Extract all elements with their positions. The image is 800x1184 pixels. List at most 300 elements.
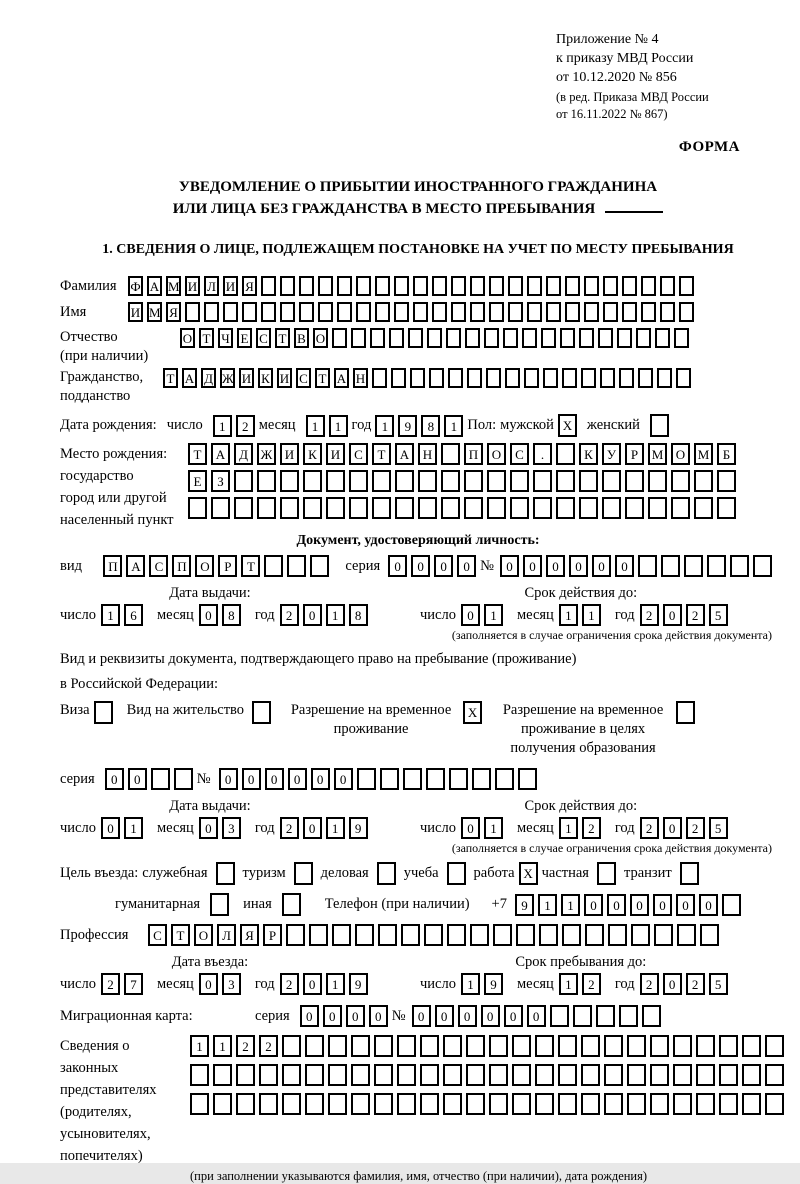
- char-cell[interactable]: [600, 368, 615, 388]
- char-cell[interactable]: [654, 924, 673, 946]
- char-cell[interactable]: 0: [504, 1005, 523, 1027]
- char-cell[interactable]: [579, 497, 598, 519]
- char-cell[interactable]: [543, 368, 558, 388]
- char-cell[interactable]: 0: [653, 894, 672, 916]
- char-cell[interactable]: [489, 276, 504, 296]
- char-cell[interactable]: [602, 470, 621, 492]
- char-cell[interactable]: [299, 276, 314, 296]
- char-cell[interactable]: [765, 1064, 784, 1086]
- char-cell[interactable]: [441, 470, 460, 492]
- char-cell[interactable]: [328, 1064, 347, 1086]
- char-cell[interactable]: [642, 1005, 661, 1027]
- char-cell[interactable]: [223, 302, 238, 322]
- char-cell[interactable]: [562, 924, 581, 946]
- char-cell[interactable]: 0: [128, 768, 147, 790]
- char-cell[interactable]: [558, 1093, 577, 1115]
- temp-residence-edu-checkbox[interactable]: [676, 701, 695, 724]
- char-cell[interactable]: С: [148, 924, 167, 946]
- purpose-private-checkbox[interactable]: [597, 862, 616, 885]
- char-cell[interactable]: 1: [326, 604, 345, 626]
- char-cell[interactable]: [486, 368, 501, 388]
- char-cell[interactable]: С: [296, 368, 311, 388]
- char-cell[interactable]: [326, 497, 345, 519]
- char-cell[interactable]: Л: [204, 276, 219, 296]
- char-cell[interactable]: [641, 276, 656, 296]
- char-cell[interactable]: 2: [686, 604, 705, 626]
- char-cell[interactable]: [447, 924, 466, 946]
- char-cell[interactable]: [185, 302, 200, 322]
- char-cell[interactable]: [512, 1093, 531, 1115]
- char-cell[interactable]: [579, 328, 594, 348]
- char-cell[interactable]: [470, 276, 485, 296]
- char-cell[interactable]: 0: [303, 973, 322, 995]
- char-cell[interactable]: [556, 443, 575, 465]
- char-cell[interactable]: [472, 768, 491, 790]
- char-cell[interactable]: Л: [217, 924, 236, 946]
- purpose-tourism-checkbox[interactable]: [294, 862, 313, 885]
- char-cell[interactable]: И: [326, 443, 345, 465]
- char-cell[interactable]: [213, 1093, 232, 1115]
- char-cell[interactable]: [449, 768, 468, 790]
- char-cell[interactable]: [730, 555, 749, 577]
- char-cell[interactable]: [636, 328, 651, 348]
- char-cell[interactable]: [446, 328, 461, 348]
- char-cell[interactable]: 9: [484, 973, 503, 995]
- char-cell[interactable]: [242, 302, 257, 322]
- char-cell[interactable]: [631, 924, 650, 946]
- char-cell[interactable]: И: [185, 276, 200, 296]
- char-cell[interactable]: 1: [484, 817, 503, 839]
- char-cell[interactable]: 0: [323, 1005, 342, 1027]
- char-cell[interactable]: 0: [412, 1005, 431, 1027]
- char-cell[interactable]: Н: [353, 368, 368, 388]
- char-cell[interactable]: [765, 1093, 784, 1115]
- char-cell[interactable]: З: [211, 470, 230, 492]
- char-cell[interactable]: [581, 368, 596, 388]
- char-cell[interactable]: Т: [275, 328, 290, 348]
- char-cell[interactable]: [429, 368, 444, 388]
- char-cell[interactable]: [489, 1093, 508, 1115]
- char-cell[interactable]: Д: [234, 443, 253, 465]
- char-cell[interactable]: [484, 328, 499, 348]
- char-cell[interactable]: 0: [105, 768, 124, 790]
- char-cell[interactable]: [351, 1035, 370, 1057]
- char-cell[interactable]: [679, 276, 694, 296]
- purpose-humanitarian-checkbox[interactable]: [210, 893, 229, 916]
- char-cell[interactable]: Р: [625, 443, 644, 465]
- char-cell[interactable]: [441, 497, 460, 519]
- char-cell[interactable]: [604, 1064, 623, 1086]
- char-cell[interactable]: М: [166, 276, 181, 296]
- char-cell[interactable]: [719, 1064, 738, 1086]
- char-cell[interactable]: [535, 1093, 554, 1115]
- char-cell[interactable]: [448, 368, 463, 388]
- char-cell[interactable]: [550, 1005, 569, 1027]
- char-cell[interactable]: [556, 497, 575, 519]
- char-cell[interactable]: [562, 368, 577, 388]
- char-cell[interactable]: Ж: [257, 443, 276, 465]
- char-cell[interactable]: Я: [240, 924, 259, 946]
- char-cell[interactable]: [742, 1093, 761, 1115]
- char-cell[interactable]: [466, 1035, 485, 1057]
- char-cell[interactable]: [264, 555, 283, 577]
- char-cell[interactable]: [351, 1064, 370, 1086]
- char-cell[interactable]: 0: [288, 768, 307, 790]
- char-cell[interactable]: [556, 470, 575, 492]
- char-cell[interactable]: [765, 1035, 784, 1057]
- char-cell[interactable]: [303, 497, 322, 519]
- char-cell[interactable]: [174, 768, 193, 790]
- char-cell[interactable]: 2: [582, 817, 601, 839]
- char-cell[interactable]: 9: [398, 415, 417, 437]
- char-cell[interactable]: [673, 1093, 692, 1115]
- char-cell[interactable]: [397, 1035, 416, 1057]
- char-cell[interactable]: Т: [315, 368, 330, 388]
- char-cell[interactable]: 0: [369, 1005, 388, 1027]
- char-cell[interactable]: С: [256, 328, 271, 348]
- char-cell[interactable]: [303, 470, 322, 492]
- char-cell[interactable]: 0: [523, 555, 542, 577]
- char-cell[interactable]: [742, 1035, 761, 1057]
- char-cell[interactable]: [466, 1093, 485, 1115]
- char-cell[interactable]: 0: [481, 1005, 500, 1027]
- char-cell[interactable]: [627, 1035, 646, 1057]
- char-cell[interactable]: [717, 470, 736, 492]
- char-cell[interactable]: 0: [699, 894, 718, 916]
- char-cell[interactable]: [533, 470, 552, 492]
- char-cell[interactable]: [546, 302, 561, 322]
- char-cell[interactable]: 5: [709, 973, 728, 995]
- char-cell[interactable]: [282, 1093, 301, 1115]
- char-cell[interactable]: [443, 1035, 462, 1057]
- char-cell[interactable]: [282, 1064, 301, 1086]
- char-cell[interactable]: 0: [569, 555, 588, 577]
- char-cell[interactable]: 0: [303, 604, 322, 626]
- char-cell[interactable]: [581, 1093, 600, 1115]
- char-cell[interactable]: 0: [435, 1005, 454, 1027]
- char-cell[interactable]: [318, 276, 333, 296]
- char-cell[interactable]: [394, 276, 409, 296]
- char-cell[interactable]: [418, 497, 437, 519]
- char-cell[interactable]: 6: [124, 604, 143, 626]
- char-cell[interactable]: [625, 497, 644, 519]
- char-cell[interactable]: [389, 328, 404, 348]
- char-cell[interactable]: [397, 1064, 416, 1086]
- char-cell[interactable]: С: [349, 443, 368, 465]
- char-cell[interactable]: И: [280, 443, 299, 465]
- char-cell[interactable]: 0: [457, 555, 476, 577]
- char-cell[interactable]: Е: [237, 328, 252, 348]
- char-cell[interactable]: О: [313, 328, 328, 348]
- char-cell[interactable]: Т: [163, 368, 178, 388]
- char-cell[interactable]: 0: [461, 817, 480, 839]
- char-cell[interactable]: 1: [461, 973, 480, 995]
- char-cell[interactable]: [204, 302, 219, 322]
- char-cell[interactable]: [328, 1093, 347, 1115]
- sex-male-checkbox[interactable]: X: [558, 414, 577, 437]
- char-cell[interactable]: [282, 1035, 301, 1057]
- char-cell[interactable]: 1: [101, 604, 120, 626]
- char-cell[interactable]: [394, 302, 409, 322]
- char-cell[interactable]: [420, 1093, 439, 1115]
- char-cell[interactable]: 0: [500, 555, 519, 577]
- char-cell[interactable]: 0: [663, 604, 682, 626]
- char-cell[interactable]: [236, 1093, 255, 1115]
- char-cell[interactable]: 8: [222, 604, 241, 626]
- char-cell[interactable]: 0: [663, 973, 682, 995]
- char-cell[interactable]: [660, 276, 675, 296]
- char-cell[interactable]: [508, 276, 523, 296]
- char-cell[interactable]: [332, 924, 351, 946]
- char-cell[interactable]: [349, 470, 368, 492]
- char-cell[interactable]: [719, 1035, 738, 1057]
- char-cell[interactable]: 2: [101, 973, 120, 995]
- char-cell[interactable]: И: [239, 368, 254, 388]
- char-cell[interactable]: 2: [686, 817, 705, 839]
- purpose-study-checkbox[interactable]: [447, 862, 466, 885]
- char-cell[interactable]: [696, 1035, 715, 1057]
- char-cell[interactable]: А: [126, 555, 145, 577]
- char-cell[interactable]: [524, 368, 539, 388]
- char-cell[interactable]: [696, 1064, 715, 1086]
- char-cell[interactable]: 2: [640, 817, 659, 839]
- char-cell[interactable]: У: [602, 443, 621, 465]
- char-cell[interactable]: [305, 1093, 324, 1115]
- char-cell[interactable]: 0: [411, 555, 430, 577]
- char-cell[interactable]: [326, 470, 345, 492]
- char-cell[interactable]: [487, 497, 506, 519]
- char-cell[interactable]: [673, 1035, 692, 1057]
- char-cell[interactable]: 0: [434, 555, 453, 577]
- char-cell[interactable]: 1: [561, 894, 580, 916]
- char-cell[interactable]: [522, 328, 537, 348]
- char-cell[interactable]: [493, 924, 512, 946]
- char-cell[interactable]: [679, 302, 694, 322]
- char-cell[interactable]: [357, 768, 376, 790]
- char-cell[interactable]: П: [172, 555, 191, 577]
- char-cell[interactable]: 0: [303, 817, 322, 839]
- char-cell[interactable]: П: [464, 443, 483, 465]
- char-cell[interactable]: 0: [615, 555, 634, 577]
- char-cell[interactable]: С: [149, 555, 168, 577]
- char-cell[interactable]: 1: [559, 817, 578, 839]
- char-cell[interactable]: 1: [375, 415, 394, 437]
- char-cell[interactable]: [451, 276, 466, 296]
- char-cell[interactable]: [372, 470, 391, 492]
- char-cell[interactable]: [310, 555, 329, 577]
- char-cell[interactable]: [351, 1093, 370, 1115]
- char-cell[interactable]: [380, 768, 399, 790]
- char-cell[interactable]: [581, 1035, 600, 1057]
- char-cell[interactable]: [700, 924, 719, 946]
- purpose-work-checkbox[interactable]: X: [519, 862, 538, 885]
- char-cell[interactable]: 9: [349, 973, 368, 995]
- char-cell[interactable]: И: [223, 276, 238, 296]
- char-cell[interactable]: [374, 1093, 393, 1115]
- char-cell[interactable]: [603, 302, 618, 322]
- char-cell[interactable]: [638, 368, 653, 388]
- char-cell[interactable]: 1: [124, 817, 143, 839]
- char-cell[interactable]: Р: [263, 924, 282, 946]
- char-cell[interactable]: С: [510, 443, 529, 465]
- char-cell[interactable]: [395, 470, 414, 492]
- char-cell[interactable]: [512, 1035, 531, 1057]
- char-cell[interactable]: М: [694, 443, 713, 465]
- char-cell[interactable]: 1: [484, 604, 503, 626]
- char-cell[interactable]: А: [211, 443, 230, 465]
- char-cell[interactable]: 0: [527, 1005, 546, 1027]
- char-cell[interactable]: 0: [592, 555, 611, 577]
- char-cell[interactable]: 0: [461, 604, 480, 626]
- char-cell[interactable]: М: [648, 443, 667, 465]
- char-cell[interactable]: А: [334, 368, 349, 388]
- char-cell[interactable]: Я: [242, 276, 257, 296]
- char-cell[interactable]: [234, 497, 253, 519]
- char-cell[interactable]: [328, 1035, 347, 1057]
- char-cell[interactable]: [332, 328, 347, 348]
- char-cell[interactable]: [742, 1064, 761, 1086]
- char-cell[interactable]: [541, 328, 556, 348]
- char-cell[interactable]: [598, 328, 613, 348]
- char-cell[interactable]: [560, 328, 575, 348]
- char-cell[interactable]: 0: [676, 894, 695, 916]
- char-cell[interactable]: [585, 924, 604, 946]
- char-cell[interactable]: А: [395, 443, 414, 465]
- char-cell[interactable]: 2: [280, 604, 299, 626]
- char-cell[interactable]: .: [533, 443, 552, 465]
- char-cell[interactable]: 2: [280, 817, 299, 839]
- char-cell[interactable]: [622, 302, 637, 322]
- char-cell[interactable]: 8: [349, 604, 368, 626]
- char-cell[interactable]: [190, 1064, 209, 1086]
- char-cell[interactable]: [684, 555, 703, 577]
- char-cell[interactable]: [261, 276, 276, 296]
- char-cell[interactable]: [719, 1093, 738, 1115]
- char-cell[interactable]: [546, 276, 561, 296]
- char-cell[interactable]: О: [180, 328, 195, 348]
- char-cell[interactable]: Т: [199, 328, 214, 348]
- char-cell[interactable]: 0: [265, 768, 284, 790]
- char-cell[interactable]: [619, 368, 634, 388]
- char-cell[interactable]: [516, 924, 535, 946]
- char-cell[interactable]: [617, 328, 632, 348]
- char-cell[interactable]: 1: [326, 817, 345, 839]
- char-cell[interactable]: 0: [663, 817, 682, 839]
- visa-checkbox[interactable]: [94, 701, 113, 724]
- char-cell[interactable]: Ч: [218, 328, 233, 348]
- char-cell[interactable]: [318, 302, 333, 322]
- char-cell[interactable]: А: [182, 368, 197, 388]
- char-cell[interactable]: [657, 368, 672, 388]
- char-cell[interactable]: 0: [101, 817, 120, 839]
- char-cell[interactable]: [707, 555, 726, 577]
- char-cell[interactable]: [441, 443, 460, 465]
- char-cell[interactable]: [259, 1093, 278, 1115]
- char-cell[interactable]: [558, 1064, 577, 1086]
- char-cell[interactable]: [287, 555, 306, 577]
- char-cell[interactable]: [374, 1064, 393, 1086]
- char-cell[interactable]: [505, 368, 520, 388]
- char-cell[interactable]: [432, 302, 447, 322]
- char-cell[interactable]: 0: [199, 817, 218, 839]
- char-cell[interactable]: [427, 328, 442, 348]
- char-cell[interactable]: [650, 1093, 669, 1115]
- char-cell[interactable]: 2: [236, 1035, 255, 1057]
- char-cell[interactable]: М: [147, 302, 162, 322]
- char-cell[interactable]: [717, 497, 736, 519]
- char-cell[interactable]: [489, 1064, 508, 1086]
- purpose-transit-checkbox[interactable]: [680, 862, 699, 885]
- char-cell[interactable]: [432, 276, 447, 296]
- char-cell[interactable]: [372, 497, 391, 519]
- char-cell[interactable]: [213, 1064, 232, 1086]
- char-cell[interactable]: [622, 276, 637, 296]
- char-cell[interactable]: [188, 497, 207, 519]
- char-cell[interactable]: [565, 276, 580, 296]
- char-cell[interactable]: К: [303, 443, 322, 465]
- char-cell[interactable]: [722, 894, 741, 916]
- char-cell[interactable]: [508, 302, 523, 322]
- char-cell[interactable]: Я: [166, 302, 181, 322]
- char-cell[interactable]: Н: [418, 443, 437, 465]
- char-cell[interactable]: Р: [218, 555, 237, 577]
- char-cell[interactable]: [375, 302, 390, 322]
- char-cell[interactable]: А: [147, 276, 162, 296]
- char-cell[interactable]: [257, 470, 276, 492]
- char-cell[interactable]: [625, 470, 644, 492]
- char-cell[interactable]: [641, 302, 656, 322]
- char-cell[interactable]: Е: [188, 470, 207, 492]
- char-cell[interactable]: П: [103, 555, 122, 577]
- char-cell[interactable]: [650, 1064, 669, 1086]
- char-cell[interactable]: 0: [584, 894, 603, 916]
- purpose-official-checkbox[interactable]: [216, 862, 235, 885]
- char-cell[interactable]: [648, 497, 667, 519]
- char-cell[interactable]: 0: [300, 1005, 319, 1027]
- char-cell[interactable]: [337, 276, 352, 296]
- sex-female-checkbox[interactable]: [650, 414, 669, 437]
- char-cell[interactable]: 1: [329, 415, 348, 437]
- char-cell[interactable]: Ф: [128, 276, 143, 296]
- char-cell[interactable]: [299, 302, 314, 322]
- char-cell[interactable]: [413, 276, 428, 296]
- char-cell[interactable]: 9: [515, 894, 534, 916]
- char-cell[interactable]: 3: [222, 817, 241, 839]
- char-cell[interactable]: [280, 470, 299, 492]
- char-cell[interactable]: [673, 1064, 692, 1086]
- char-cell[interactable]: В: [294, 328, 309, 348]
- char-cell[interactable]: 0: [607, 894, 626, 916]
- char-cell[interactable]: [579, 470, 598, 492]
- char-cell[interactable]: [372, 368, 387, 388]
- char-cell[interactable]: Т: [241, 555, 260, 577]
- char-cell[interactable]: 0: [546, 555, 565, 577]
- char-cell[interactable]: 2: [280, 973, 299, 995]
- char-cell[interactable]: 0: [242, 768, 261, 790]
- char-cell[interactable]: [650, 1035, 669, 1057]
- char-cell[interactable]: Б: [717, 443, 736, 465]
- char-cell[interactable]: [420, 1035, 439, 1057]
- char-cell[interactable]: [495, 768, 514, 790]
- char-cell[interactable]: 1: [213, 1035, 232, 1057]
- char-cell[interactable]: 2: [640, 604, 659, 626]
- purpose-business-checkbox[interactable]: [377, 862, 396, 885]
- char-cell[interactable]: 2: [686, 973, 705, 995]
- char-cell[interactable]: [660, 302, 675, 322]
- char-cell[interactable]: [487, 470, 506, 492]
- char-cell[interactable]: [512, 1064, 531, 1086]
- char-cell[interactable]: [539, 924, 558, 946]
